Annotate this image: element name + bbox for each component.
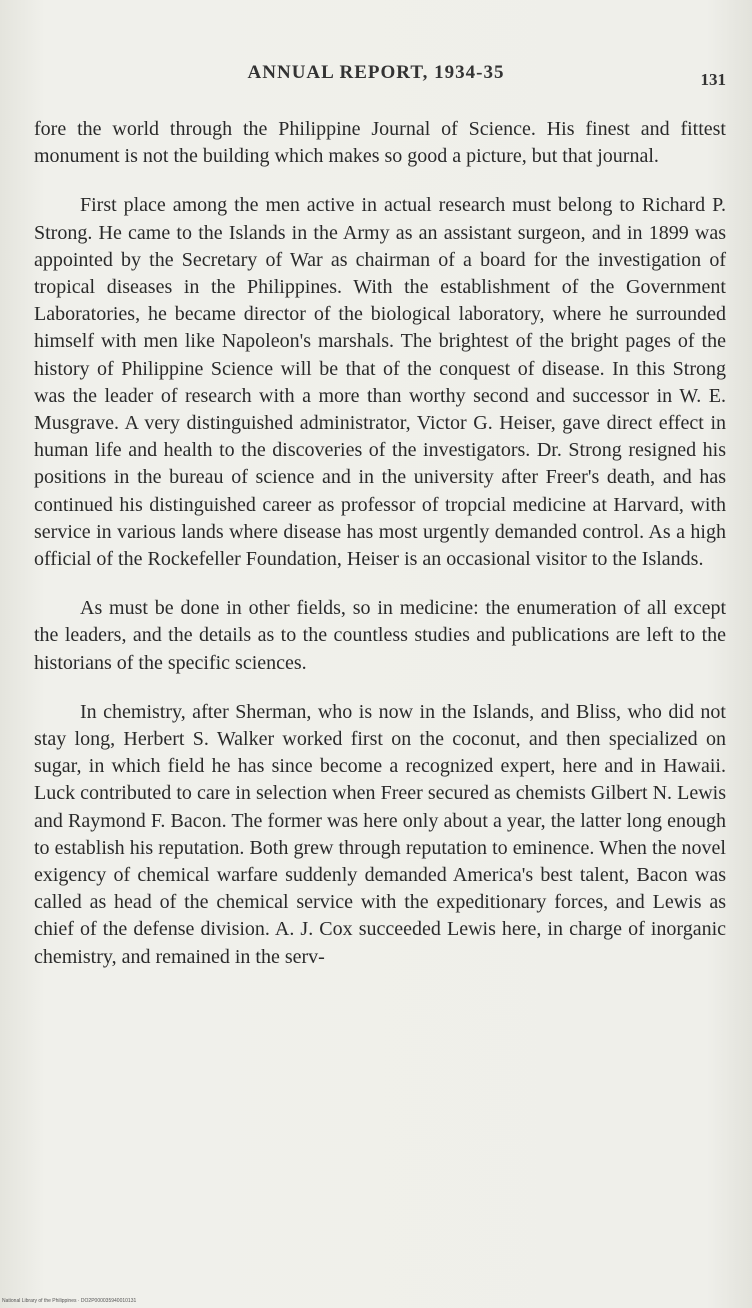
paragraph-medicine: As must be done in other fields, so in medicine: the enumeration of all except the leaders, and the details as to the countless studies and publications are left to the historians of the specific sciences. [34,597,726,674]
paragraph-continuation: fore the world through the Philippine Journal of Science. His finest and fittest monument is not the building which makes so good a picture, but that journal. [34,118,726,168]
page-number: 131 [700,70,726,89]
paragraph-strong: First place among the men active in actual research must belong to Richard P. Strong. He came to the Islands in the Army as an assistant surgeon, and in 1899 was appointed by the Secretary of War as chairman of a board for the investigation of tropical diseases in the Philippines. With the establishment of the Government Laboratories, he became director of the biological laboratory, where he surrounded himself with men like Napoleon's marshals. The brightest of the bright pages of the history of Philippine Science will be that of the conquest of disease. In this Strong was the leader of research with a more than worthy second and successor in W. E. Musgrave. A very distinguished administrator, Victor G. Heiser, gave direct effect in human life and health to the discoveries of the investigators. Dr. Strong resigned his positions in the bureau of science and in the university after Freer's death, and has continued his distinguished career as professor of tropcial medicine at Harvard, with service in various lands where disease has most urgently demanded control. As a high official of the Rockefeller Foundation, Heiser is an occasional visitor to the Islands. [34,194,726,571]
running-head: ANNUAL REPORT, 1934-35 [247,62,505,83]
scan-footer: National Library of the Philippines · DO2P000035940010131 [2,1298,137,1304]
page-header [0,62,752,92]
paragraph-chemistry: In chemistry, after Sherman, who is now in the Islands, and Bliss, who did not stay long, Herbert S. Walker worked first on the coconut, and then specialized on sugar, in which field he has since become a recognized expert, here and in Hawaii. Luck contributed to care in selection when Freer secured as chemists Gilbert N. Lewis and Raymond F. Bacon. The former was here only about a year, the latter long enough to establish his reputation. Both grew through reputation to eminence. When the novel exigency of chemical warfare suddenly demanded America's best talent, Bacon was called as head of the chemical service with the expeditionary forces, and Lewis as chief of the defense division. A. J. Cox succeeded Lewis here, in charge of inorganic chemistry, and remained in the serv- [34,700,726,968]
body-text [34,116,726,993]
